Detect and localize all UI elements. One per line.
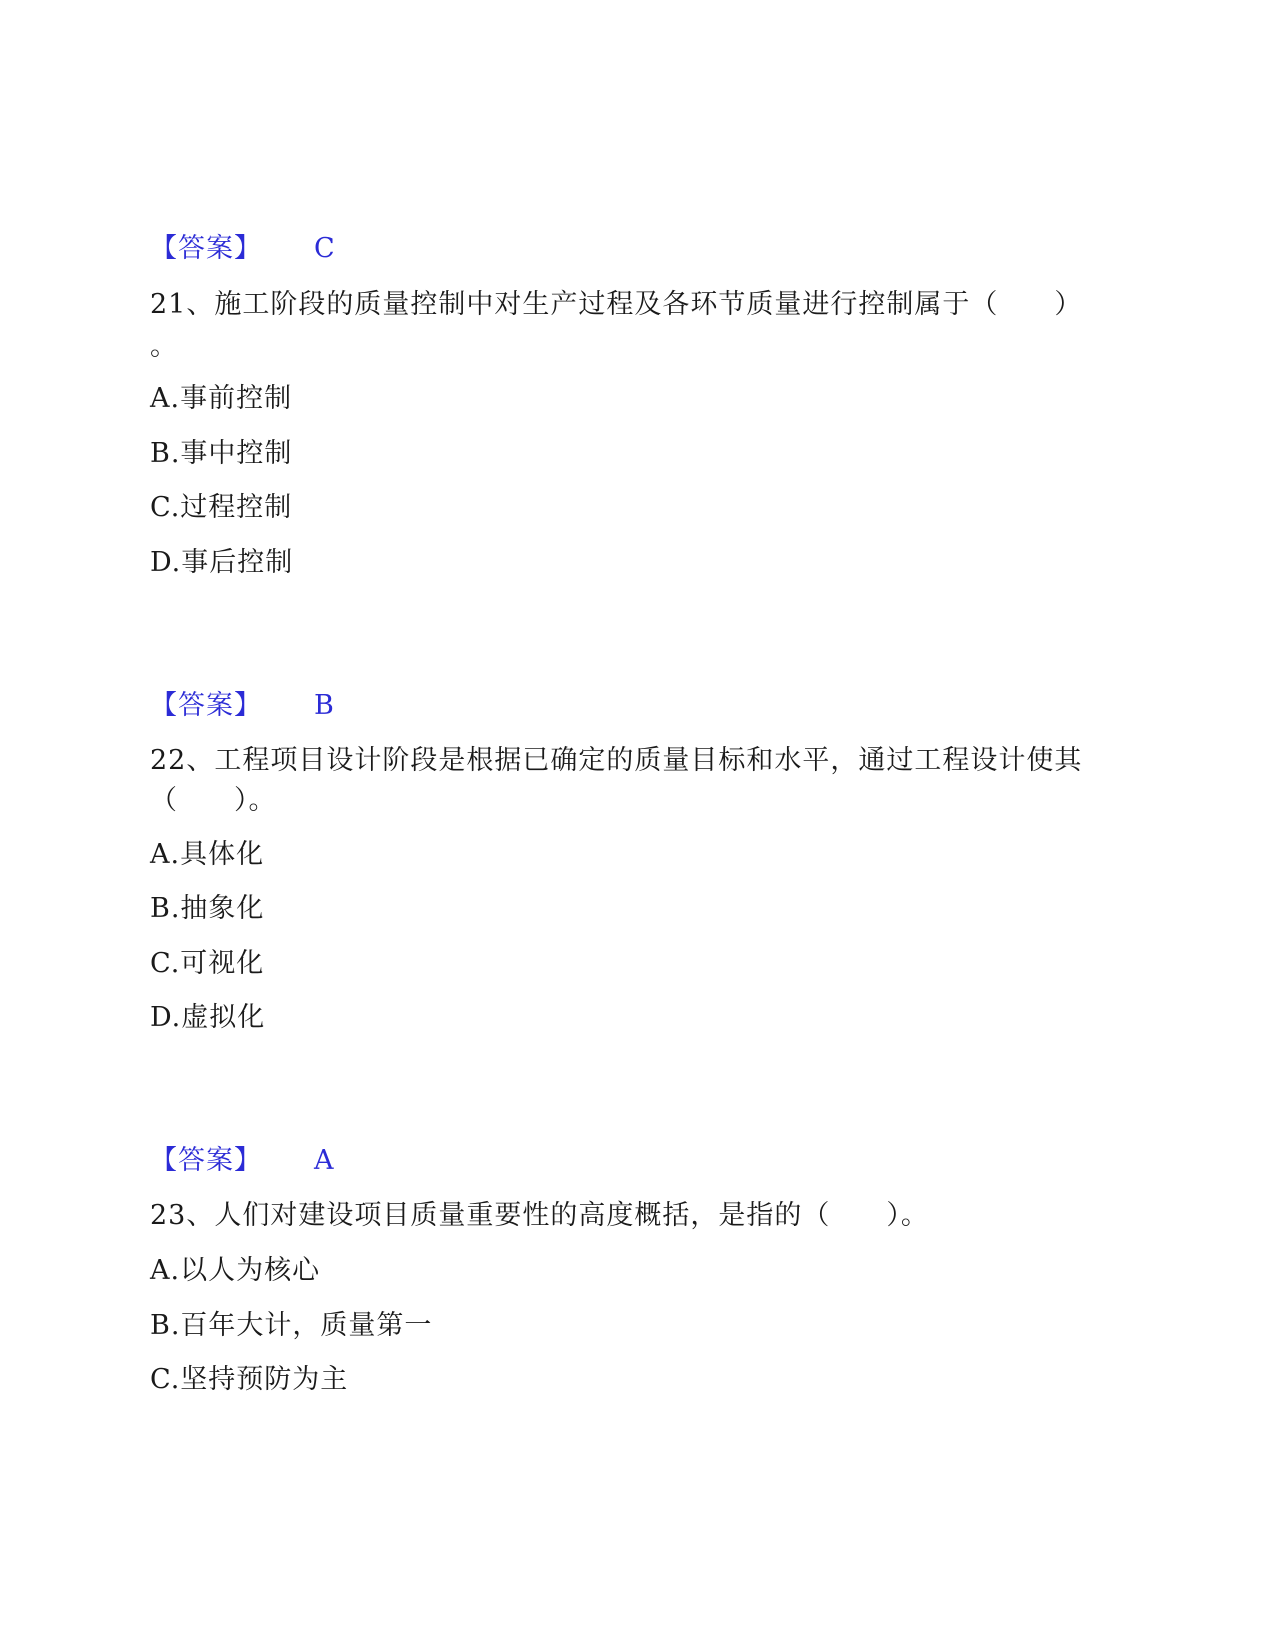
answer-line [150, 232, 336, 266]
option-b: B.抽象化 [150, 893, 265, 924]
question-text: 23、人们对建设项目质量重要性的高度概括，是指的（ ）。 [150, 1200, 929, 1231]
question-text-continued: 。 [150, 331, 178, 362]
option-a: A.事前控制 [150, 383, 293, 414]
answer-value: B [314, 690, 335, 721]
answer-tag: 【答案】 [150, 1145, 262, 1176]
question-text: 21、施工阶段的质量控制中对生产过程及各环节质量进行控制属于（ ） [150, 289, 1083, 320]
answer-value: A [314, 1145, 335, 1176]
option-a: A.以人为核心 [150, 1255, 321, 1286]
answer-value: C [314, 233, 336, 264]
option-c: C.坚持预防为主 [150, 1364, 349, 1395]
answer-line [150, 689, 335, 723]
option-b: B.百年大计，质量第一 [150, 1310, 433, 1341]
answer-tag: 【答案】 [150, 690, 262, 721]
option-c: C.过程控制 [150, 492, 293, 523]
option-a: A.具体化 [150, 839, 265, 870]
option-d: D.虚拟化 [150, 1002, 266, 1033]
option-d: D.事后控制 [150, 547, 294, 578]
question-text: 22、工程项目设计阶段是根据已确定的质量目标和水平，通过工程设计使其 [150, 745, 1083, 776]
answer-tag: 【答案】 [150, 233, 262, 264]
question-text-continued: （ ）。 [150, 785, 277, 816]
option-c: C.可视化 [150, 948, 265, 979]
answer-line [150, 1144, 335, 1178]
option-b: B.事中控制 [150, 438, 293, 469]
